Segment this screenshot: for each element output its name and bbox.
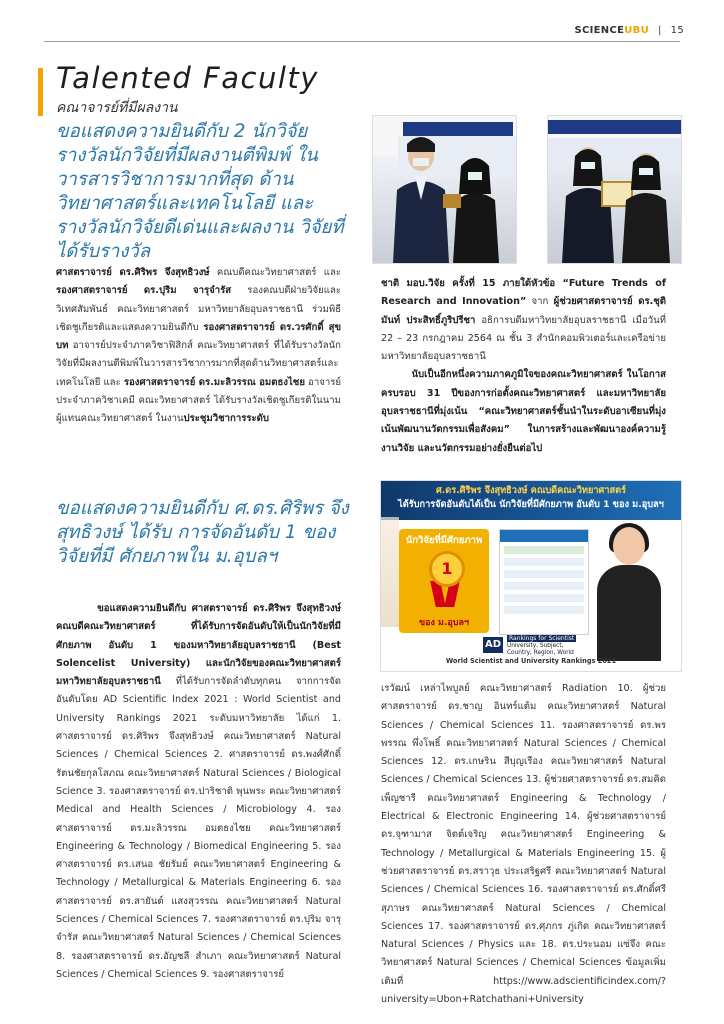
article1-headline: ขอแสดงความยินดีกับ 2 นักวิจัย รางวัลนักวิจัยที่มีผลงานตีพิมพ์ ในวารสารวิชาการมากที่สุด ด้าน วิทยาศาสตร์และเทคโนโลยี และ รางวัลนักวิจัยดีเด่นและผลงาน วิจัยที่ได้รับรางวัล <box>56 121 344 262</box>
medal-icon: 1 <box>429 551 465 587</box>
article1-body-left: ศาสตราจารย์ ดร.ศิริพร จึงสุทธิวงษ์ คณบดีคณะวิทยาศาสตร์ และ รองศาสตราจารย์ ดร.ปุริม จารุจำรัส รองคณบดีฝ่ายวิจัยและวิเทศสัมพันธ์ คณะวิทยาศาสตร์ มหาวิทยาลัยอุบลราชธานี ร่วมพิธีเชิดชูเกียรติและแสดงความยินดีกับ รองศาสตราจารย์ ดร.วรศักดิ์ สุขบท อาจารย์ประจำภาควิชาฟิสิกส์ คณะวิทยาศาสตร์ ที่ได้รับรางวัลนักวิจัยที่มีผลงานตีพิมพ์ในวารสารวิชาการมากที่สุดด้านวิทยาศาสตร์และเทคโนโลยี และ รองศาสตราจารย์ ดร.มะลิวรรณ อมตธงไชย อาจารย์ประจำภาควิชาเคมี คณะวิทยาศาสตร์ ได้รับรางวัลเชิดชูเกียรติในนามผู้แทนคณะวิทยาศาสตร์ ในงานประชุมวิชาการระดับ <box>56 267 342 425</box>
banner-title <box>381 481 681 520</box>
page-number: 15 <box>670 25 684 36</box>
award-photo-2-illustration <box>548 116 681 263</box>
temple-graphic <box>381 517 399 627</box>
portrait-graphic <box>589 521 669 661</box>
table-row <box>504 582 584 590</box>
award-photo-2 <box>547 115 682 264</box>
portrait-body <box>597 565 661 661</box>
banner-caption: World Scientist and University Rankings 2021 <box>445 657 617 665</box>
table-row <box>504 606 584 614</box>
ad-logo: AD <box>483 637 503 653</box>
table-row <box>504 546 584 554</box>
header-separator: | <box>658 25 662 36</box>
ad-description <box>507 635 587 657</box>
award-photo-1-illustration <box>373 116 516 263</box>
article2-body-right: เรวัฒน์ เหล่าไพบูลย์ คณะวิทยาศาสตร์ Radiation 10. ผู้ช่วยศาสตราจารย์ ดร.ชาญ อินทร์แต้ม คณะวิทยาศาสตร์ Natural Sciences / Chemical Sciences 11. รองศาสตราจารย์ ดร.พรพรรณ พึ่งโพธิ์ คณะวิทยาศาสตร์ Natural Sciences / Chemical Sciences 12. ดร.เกษริน สีบุญเรือง คณะวิทยาศาสตร์ Natural Sciences / Chemical Sciences 13. ผู้ช่วยศาสตราจารย์ ดร.สมคิด เพ็ญชารี คณะวิทยาศาสตร์ Engineering & Technology / Electrical & Electronic Engineering 14. ผู้ช่วยศาสตราจารย์ ดร.จุฑามาส จิตต์เจริญ คณะวิทยาศาสตร์ Engineering & Technology / Metallurgical & Materials Engineering 15. ผู้ช่วยศาสตราจารย์ ดร.สราวุธ ประเสริฐศรี คณะวิทยาศาสตร์ Natural Sciences / Chemical Sciences 16. รองศาสตราจารย์ ดร.ศักดิ์ศรี สุภาษร คณะวิทยาศาสตร์ Natural Sciences / Chemical Sciences 17. รองศาสตราจารย์ ดร.ศุภกร ภู่เกิด คณะวิทยาศาสตร์ Natural Sciences / Physics และ 18. ดร.ประนอม แซ่จึง คณะวิทยาศาสตร์ Natural Sciences / Chemical Sciences ข้อมูลเพิ่มเติมที่ https://www.adscientificindex.com/?university=Ubon+Ratchathani+University <box>381 683 666 1006</box>
magazine-brand: SCIENCEUBU <box>574 25 649 36</box>
page-header <box>575 25 685 36</box>
ad-lines: University, Subject, Country, Region, World <box>507 643 574 656</box>
table-header-bar <box>500 530 588 542</box>
table-row <box>504 558 584 566</box>
badge-footer: ของ ม.อุบลฯ <box>418 618 470 628</box>
award-photo-1 <box>372 115 517 264</box>
section-subtitle: คณาจารย์ที่มีผลงาน <box>56 100 178 116</box>
header-rule <box>44 41 680 42</box>
article2-headline: ขอแสดงความยินดีกับ ศ.ดร.ศิริพร จึงสุทธิวงษ์ ได้รับ การจัดอันดับ 1 ของวิจัยที่มี ศักยภาพใน ม.อุบลฯ <box>56 498 349 567</box>
article1-body-right: ชาติ มอบ.วิจัย ครั้งที่ 15 ภายใต้หัวข้อ “Future Trends of Research and Innovation” จาก ผู้ช่วยศาสตราจารย์ ดร.ชุติมันท์ ประสิทธิ์ภูริปรีชา อธิการบดีมหาวิทยาลัยอุบลราชธานี เมื่อวันที่ 22 – 23 กรกฎาคม 2564 ณ ชั้น 3 สำนักคอมพิวเตอร์และเครือข่าย มหาวิทยาลัยอุบลราชธานี นับเป็นอีกหนึ่งความภาคภูมิใจของคณะวิทยาศาสตร์ ในโอกาสครบรอบ 31 ปีของการก่อตั้งคณะวิทยาศาสตร์ และมหาวิทยาลัยอุบลราชธานีที่มุ่งเน้น “คณะวิทยาศาสตร์ชั้นนำในระดับอาเซียนที่มุ่งเน้นพัฒนานวัตกรรมเพื่อสังคม” ในการสร้างและพัฒนาองค์ความรู้ งานวิจัย และนวัตกรรมอย่างยั่งยืนต่อไป <box>381 278 666 454</box>
ad-tag: Rankings for Scientist <box>509 635 575 642</box>
section-accent-bar <box>38 68 43 116</box>
ranking-table-graphic <box>499 529 589 635</box>
table-row <box>504 594 584 602</box>
portrait-face <box>613 527 645 565</box>
table-row <box>504 570 584 578</box>
banner-line-1: ศ.ดร.ศิริพร จึงสุทธิวงษ์ คณบดีคณะวิทยาศาสตร์ <box>435 485 627 496</box>
rank-badge <box>399 529 489 633</box>
section-title: Talented Faculty <box>56 61 319 95</box>
ranking-banner <box>380 480 682 672</box>
banner-line-2: ได้รับการจัดอันดับได้เป็น นักวิจัยที่มีศักยภาพ อันดับ 1 ของ ม.อุบลฯ <box>398 499 664 510</box>
badge-title: นักวิจัยที่มีศักยภาพ <box>405 535 483 546</box>
article2-body-left: ขอแสดงความยินดีกับ ศาสตราจารย์ ดร.ศิริพร จึงสุทธิวงษ์ คณบดีคณะวิทยาศาสตร์ ที่ได้รับการจัดอันดับให้เป็นนักวิจัยที่มีศักยภาพ อันดับ 1 ของมหาวิทยาลัยอุบลราชธานี (Best Solencelist University) และนักวิจัยของคณะวิทยาศาสตร์ มหาวิทยาลัยอุบลราชธานี ที่ได้รับการจัดลำดับทุกคน จากการจัดอันดับโดย AD Scientific Index 2021 : World Scientist and University Rankings 2021 ระดับมหาวิทยาลัย ได้แก่ 1. ศาสตราจารย์ ดร.ศิริพร จึงสุทธิวงษ์ คณะวิทยาศาสตร์ Natural Sciences / Chemical Sciences 2. ศาสตราจารย์ ดร.พงศ์ศักดิ์ รัตนชัยกุลโสภณ คณะวิทยาศาสตร์ Natural Sciences / Biological Science 3. รองศาสตราจารย์ ดร.ปาริชาติ พุนพระ คณะวิทยาศาสตร์ Medical and Health Sciences / Microbiology 4. รองศาสตราจารย์ ดร.มะลิวรรณ อมตธงไชย คณะวิทยาศาสตร์ Engineering & Technology / Biomedical Engineering 5. รองศาสตราจารย์ ดร.เสนอ ชัยรัมย์ คณะวิทยาศาสตร์ Engineering & Technology / Metallurgical & Materials Engineering 6. รองศาสตราจารย์ ดร.สายันต์ แสงสุวรรณ คณะวิทยาศาสตร์ Natural Sciences / Chemical Sciences 7. รองศาสตราจารย์ ดร.ปุริม จารุจำรัส คณะวิทยาศาสตร์ Natural Sciences / Chemical Sciences 8. รองศาสตราจารย์ ดร.อัญชลี สำเภา คณะวิทยาศาสตร์ Natural Sciences / Chemical Sciences 9. รองศาสตราจารย์ <box>56 603 341 980</box>
